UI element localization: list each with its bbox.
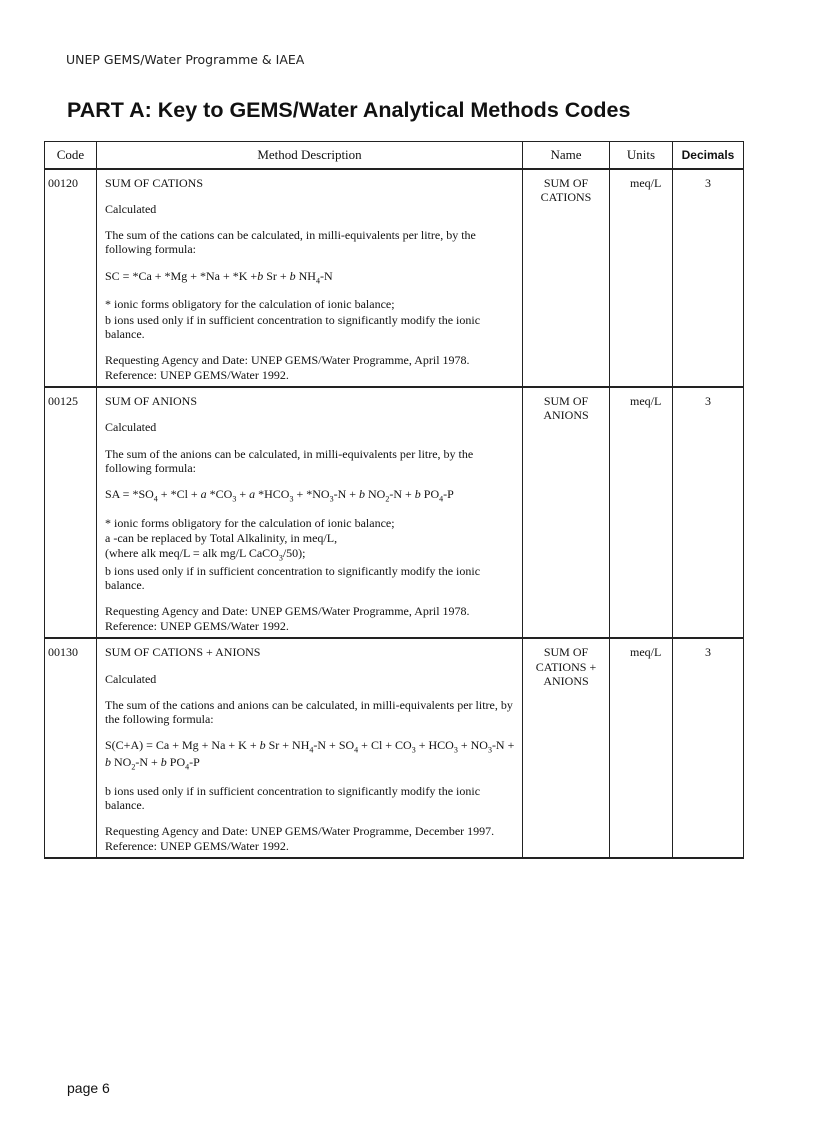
method-agency: Requesting Agency and Date: UNEP GEMS/Water Programme, April 1978. xyxy=(105,604,470,619)
method-type: Calculated xyxy=(105,420,157,435)
col-header-units: Units xyxy=(610,142,673,170)
running-header: UNEP GEMS/Water Programme & IAEA xyxy=(66,52,305,67)
method-note: (where alk meq/L = alk mg/L CaCO$_3$/50); xyxy=(105,546,306,563)
col-header-code: Code xyxy=(45,142,97,170)
method-name: SUM OF CATIONS + ANIONS xyxy=(523,638,610,858)
table-row xyxy=(45,387,744,638)
page-title: PART A: Key to GEMS/Water Analytical Methods Codes xyxy=(67,98,631,122)
method-formula: SC = *Ca + *Mg + *Na + *K +b Sr + b $NH_4-N$ xyxy=(105,268,333,286)
col-header-name: Name xyxy=(523,142,610,170)
method-units: meq/L xyxy=(610,638,673,858)
method-type: Calculated xyxy=(105,202,157,217)
col-header-description: Method Description xyxy=(97,142,523,170)
method-code: 00130 xyxy=(45,638,97,858)
method-code: 00120 xyxy=(45,169,97,387)
col-header-decimals: Decimals xyxy=(673,142,744,170)
method-decimals: 3 xyxy=(673,169,744,387)
method-reference: Reference: UNEP GEMS/Water 1992. xyxy=(105,619,289,634)
method-note: b ions used only if in sufficient concentration to significantly modify the ionic balance. xyxy=(105,312,481,341)
method-intro: The sum of the cations can be calculated, in milli-equivalents per litre, by the following formula: xyxy=(105,228,476,257)
page-number: page 6 xyxy=(67,1080,110,1096)
method-intro: The sum of the cations and anions can be calculated, in milli-equivalents per litre, by the following formula: xyxy=(105,697,513,726)
method-description xyxy=(97,169,523,387)
method-note: b ions used only if in sufficient concentration to significantly modify the ionic balance. xyxy=(105,563,481,592)
method-reference: Reference: UNEP GEMS/Water 1992. xyxy=(105,368,289,383)
method-heading: SUM OF CATIONS + ANIONS xyxy=(105,645,261,660)
method-intro: The sum of the anions can be calculated, in milli-equivalents per litre, by the following formula: xyxy=(105,446,474,475)
method-description xyxy=(97,638,523,858)
method-units: meq/L xyxy=(610,387,673,638)
method-formula: SA = $*SO_4 + *Cl + a$ $*CO_3 + a$ $*HCO_3 + *NO_3-N + b$ $NO_2-N + b$ $PO_4-P$ xyxy=(105,486,454,504)
table-row xyxy=(45,169,744,387)
method-heading: SUM OF CATIONS xyxy=(105,176,204,190)
method-description xyxy=(97,387,523,638)
method-heading: SUM OF ANIONS xyxy=(105,394,198,409)
method-code: 00125 xyxy=(45,387,97,638)
method-formula: S(C+A) = Ca + Mg + Na + K + b $Sr + NH_4-N + SO_4 + Cl + CO_3 + HCO_3 + NO_3-N + b$ $NO_2-N + b$ $PO_4-P$ xyxy=(105,738,515,772)
method-note: * ionic forms obligatory for the calculation of ionic balance; xyxy=(105,515,395,530)
method-name: SUM OF ANIONS xyxy=(523,387,610,638)
method-type: Calculated xyxy=(105,671,157,686)
method-agency: Requesting Agency and Date: UNEP GEMS/Water Programme, December 1997. xyxy=(105,824,495,839)
method-name: SUM OF CATIONS xyxy=(523,169,610,387)
method-units: meq/L xyxy=(610,169,673,387)
table-row xyxy=(45,638,744,858)
method-note: b ions used only if in sufficient concentration to significantly modify the ionic balance. xyxy=(105,783,481,812)
method-note: * ionic forms obligatory for the calculation of ionic balance; xyxy=(105,297,395,312)
method-note: a -can be replaced by Total Alkalinity, in meq/L, xyxy=(105,530,338,545)
methods-table xyxy=(44,141,744,859)
method-decimals: 3 xyxy=(673,387,744,638)
method-reference: Reference: UNEP GEMS/Water 1992. xyxy=(105,839,289,854)
method-decimals: 3 xyxy=(673,638,744,858)
method-agency: Requesting Agency and Date: UNEP GEMS/Water Programme, April 1978. xyxy=(105,352,470,367)
table-header-row xyxy=(45,142,744,170)
